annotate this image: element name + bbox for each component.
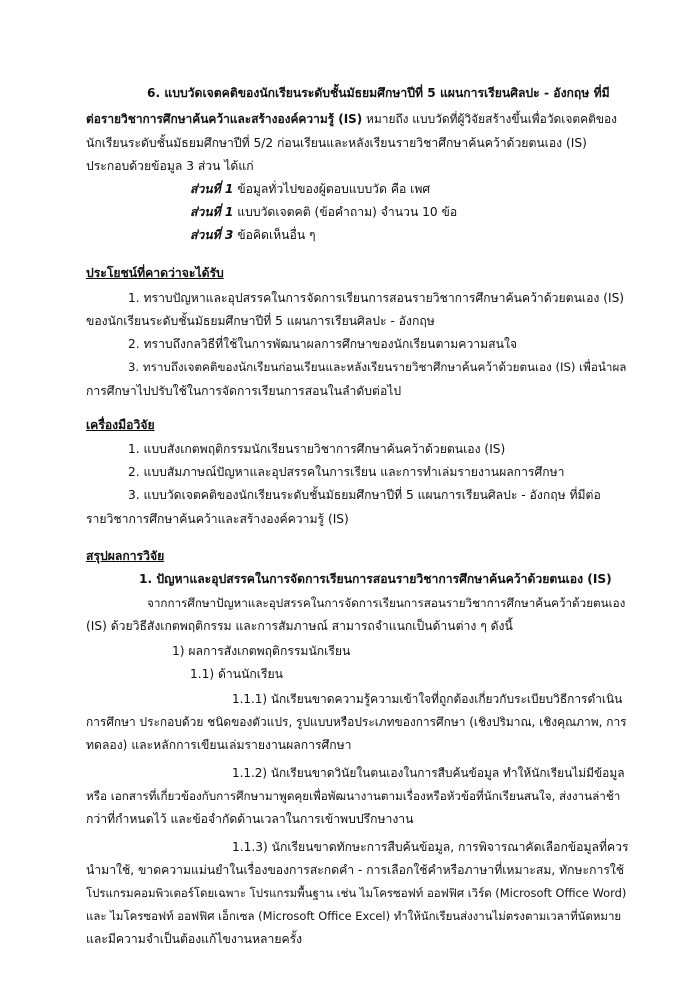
list-item-1-1: 1.1) ด้านนักเรียน <box>190 667 283 681</box>
part-label: ส่วนที่ 1 <box>190 205 234 219</box>
benefits-heading: ประโยชน์ที่คาดว่าจะได้รับ <box>86 266 224 280</box>
list-item-1-1-1-cont: ทดลอง) และหลักการเขียนเล่มรายงานผลการศึกษา <box>86 738 352 752</box>
tool-item-3-cont: รายวิชาการศึกษาค้นคว้าและสร้างองค์ความรู้ (IS) <box>86 512 349 526</box>
summary-heading: สรุปผลการวิจัย <box>86 549 165 563</box>
list-item-1: 1) ผลการสังเกตพฤติกรรมนักเรียน <box>172 644 351 658</box>
list-item-1-1-3-cont: และ ไมโครซอฟท์ ออฟฟิศ เอ็กเซล (Microsoft Office Excel) ทำให้นักเรียนส่งงานไม่ตรงตามเวลาที่นัดหมาย <box>86 909 622 923</box>
definition-6-line-3: นักเรียนระดับชั้นมัธยมศึกษาปีที่ 5/2 ก่อนเรียนและหลังเรียนรายวิชาศึกษาค้นคว้าด้วยตนเอง (IS) <box>86 136 587 150</box>
tools-heading: เครื่องมือวิจัย <box>86 418 155 432</box>
list-item-1-1-1: 1.1.1) นักเรียนขาดความรู้ความเข้าใจที่ถูกต้องเกี่ยวกับระเบียบวิธีการดำเนิน <box>232 692 623 706</box>
part-item <box>190 180 610 198</box>
part-label: ส่วนที่ 1 <box>190 182 234 196</box>
definition-6-line-4: ประกอบด้วยข้อมูล 3 ส่วน ได้แก่ <box>86 159 254 173</box>
part-label: ส่วนที่ 3 <box>190 228 234 242</box>
part-text: ข้อคิดเห็นอื่น ๆ <box>233 228 316 242</box>
part-item <box>190 203 610 221</box>
summary-paragraph-1: จากการศึกษาปัญหาและอุปสรรคในการจัดการเรียนการสอนรายวิชาการศึกษาค้นคว้าด้วยตนเอง <box>147 596 626 610</box>
list-item-1-1-2: 1.1.2) นักเรียนขาดวินัยในตนเองในการสืบค้นข้อมูล ทำให้นักเรียนไม่มีข้อมูล <box>232 766 625 780</box>
part-text: ข้อมูลทั่วไปของผู้ตอบแบบวัด คือ เพศ <box>233 182 431 196</box>
benefit-item-1-cont: ของนักเรียนระดับชั้นมัธยมศึกษาปีที่ 5 แผนการเรียนศิลปะ - อังกฤษ <box>86 314 435 328</box>
list-item-1-1-3-cont: นำมาใช้, ขาดความแม่นยำในเรื่องของการสะกดคำ - การเลือกใช้คำหรือภาษาที่เหมาะสม, ทักษะการใช้ <box>86 863 625 877</box>
definition-6-line-1: 6. แบบวัดเจตคติของนักเรียนระดับชั้นมัธยมศึกษาปีที่ 5 แผนการเรียนศิลปะ - อังกฤษ ที่มี <box>147 86 610 100</box>
tool-item-1: 1. แบบสังเกตพฤติกรรมนักเรียนรายวิชาการศึกษาค้นคว้าด้วยตนเอง (IS) <box>128 442 506 456</box>
part-item <box>190 226 610 244</box>
list-item-1-1-3-cont: โปรแกรมคอมพิวเตอร์โดยเฉพาะ โปรแกรมพื้นฐาน เช่น ไมโครซอฟท์ ออฟฟิศ เวิร์ด (Microsoft Office Word) <box>86 886 627 900</box>
list-item-1-1-3: 1.1.3) นักเรียนขาดทักษะการสืบค้นข้อมูล, การพิจารณาคัดเลือกข้อมูลที่ควร <box>232 840 629 854</box>
part-text: แบบวัดเจตคติ (ข้อคำถาม) จำนวน 10 ข้อ <box>233 205 458 219</box>
benefit-item-1: 1. ทราบปัญหาและอุปสรรคในการจัดการเรียนการสอนรายวิชาการศึกษาค้นคว้าด้วยตนเอง (IS) <box>128 291 625 305</box>
definition-6-term: ต่อรายวิชาการศึกษาค้นคว้าและสร้างองค์ความรู้ (IS) <box>86 112 363 126</box>
list-item-1-1-1-cont: การศึกษา ประกอบด้วย ชนิดของตัวแปร, รูปแบบหรือประเภทของการศึกษา (เชิงปริมาณ, เชิงคุณภาพ, การ <box>86 715 627 729</box>
tool-item-3: 3. แบบวัดเจตคติของนักเรียนระดับชั้นมัธยมศึกษาปีที่ 5 แผนการเรียนศิลปะ - อังกฤษ ที่มีต่อ <box>128 488 601 502</box>
list-item-1-1-2-cont: กว่าที่กำหนดไว้ และข้อจำกัดด้านเวลาในการเข้าพบปรึกษางาน <box>86 812 414 826</box>
summary-paragraph-1-cont: (IS) ด้วยวิธีสังเกตพฤติกรรม และการสัมภาษณ์ สามารถจำแนกเป็นด้านต่าง ๆ ดังนี้ <box>86 619 513 633</box>
benefit-item-3-cont: การศึกษาไปปรับใช้ในการจัดการเรียนการสอนในลำดับต่อไป <box>86 384 402 398</box>
definition-6-text: หมายถึง แบบวัดที่ผู้วิจัยสร้างขึ้นเพื่อวัดเจตคติของ <box>362 112 618 126</box>
list-item-1-1-2-cont: หรือ เอกสารที่เกี่ยวข้องกับการศึกษามาพูดคุยเพื่อพัฒนางานตามเรื่องหรือหัวข้อที่นักเรียนสนใจ, ส่งงานล่าช้า <box>86 789 621 803</box>
summary-subheading-1: 1. ปัญหาและอุปสรรคในการจัดการเรียนการสอนรายวิชาการศึกษาค้นคว้าด้วยตนเอง (IS) <box>139 572 612 586</box>
tool-item-2: 2. แบบสัมภาษณ์ปัญหาและอุปสรรคในการเรียน และการทำเล่มรายงานผลการศึกษา <box>128 465 565 479</box>
list-item-1-1-3-cont: และมีความจำเป็นต้องแก้ไขงานหลายครั้ง <box>86 932 303 946</box>
benefit-item-2: 2. ทราบถึงกลวิธีที่ใช้ในการพัฒนาผลการศึกษาของนักเรียนตามความสนใจ <box>128 337 518 351</box>
definition-6-line-2 <box>86 110 626 128</box>
benefit-item-3: 3. ทราบถึงเจตคติของนักเรียนก่อนเรียนและหลังเรียนรายวิชาศึกษาค้นคว้าด้วยตนเอง (IS) เพื่อนำผล <box>128 360 627 374</box>
